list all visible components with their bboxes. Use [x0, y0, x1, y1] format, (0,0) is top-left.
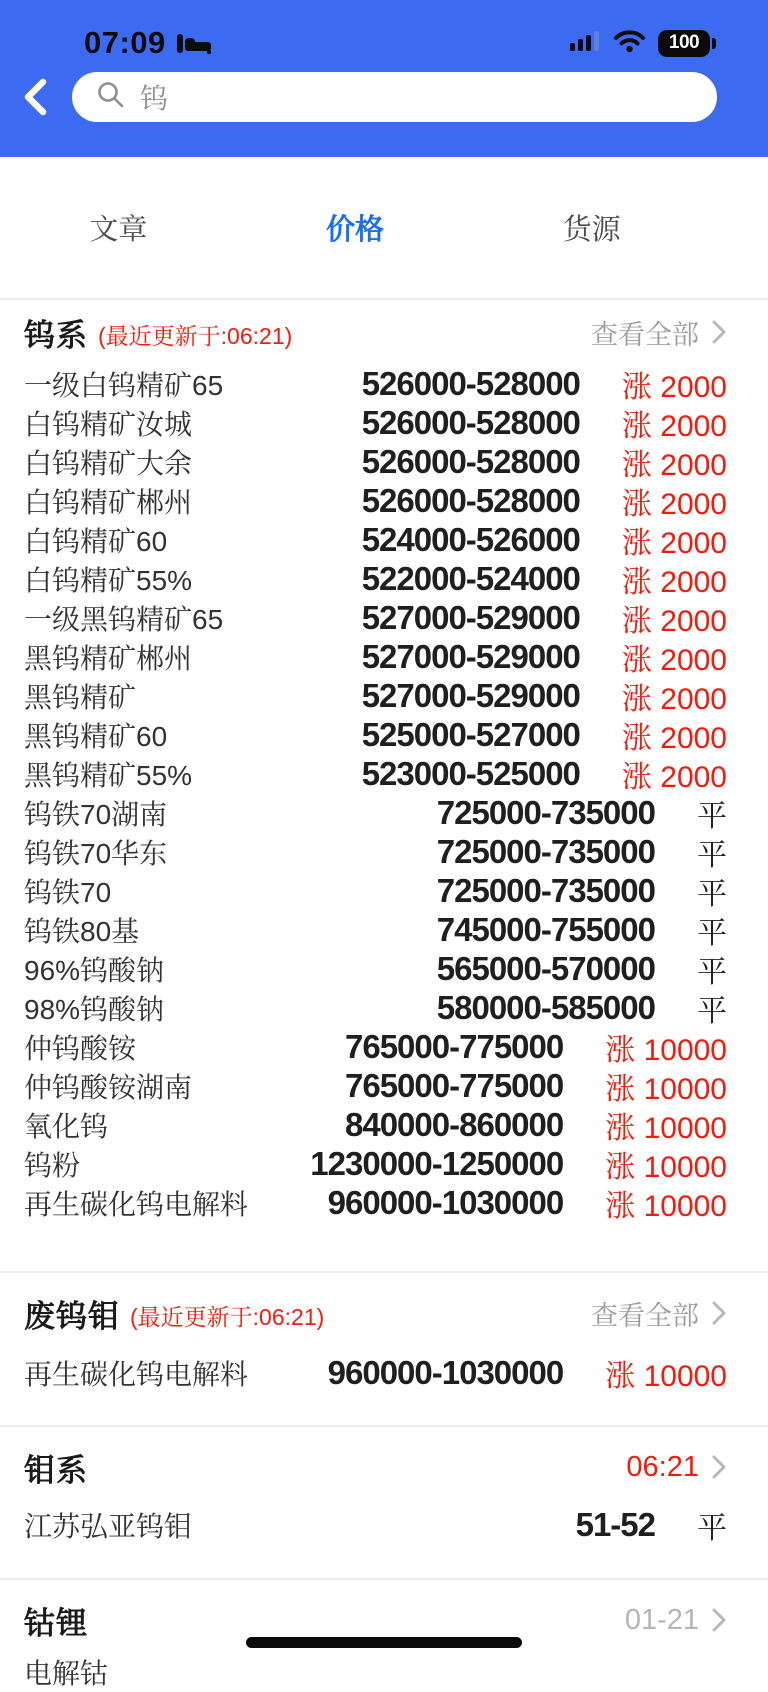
price-change: 平	[697, 1511, 727, 1545]
product-name: 钨铁80基	[24, 915, 140, 947]
battery-icon	[658, 30, 710, 57]
price-change: 涨 10000	[605, 1150, 727, 1184]
product-name: 钨粉	[24, 1149, 81, 1181]
product-name: 钨铁70华东	[24, 837, 168, 869]
price-row[interactable]	[24, 1105, 727, 1144]
price-row[interactable]	[24, 559, 727, 598]
price-row[interactable]	[24, 676, 727, 715]
price-list	[24, 1652, 727, 1691]
price-change: 涨 10000	[605, 1111, 727, 1145]
price-row[interactable]	[24, 520, 727, 559]
price-range: 765000-775000	[345, 1066, 564, 1104]
section-scrap-tungsten-moly	[0, 1273, 768, 1425]
price-change: 平	[697, 877, 727, 911]
price-range: 526000-528000	[361, 442, 580, 480]
product-name: 白钨精矿郴州	[24, 486, 193, 518]
search-input[interactable]	[72, 72, 717, 122]
price-change: 涨 2000	[621, 643, 727, 677]
price-change: 涨 2000	[621, 565, 727, 599]
price-row[interactable]	[24, 1144, 727, 1183]
chevron-left-icon	[21, 75, 51, 119]
chevron-right-icon	[711, 1607, 727, 1633]
price-row[interactable]	[24, 442, 727, 481]
clock: 07:09	[84, 25, 166, 60]
price-range: 960000-1030000	[327, 1353, 564, 1391]
price-row[interactable]	[24, 1066, 727, 1105]
price-range: 524000-526000	[361, 520, 580, 558]
price-range: 725000-735000	[436, 871, 655, 909]
price-range: 960000-1030000	[327, 1183, 564, 1221]
price-row[interactable]	[24, 871, 727, 910]
price-change: 平	[697, 838, 727, 872]
product-name: 黑钨精矿60	[24, 720, 168, 752]
price-row[interactable]	[24, 910, 727, 949]
product-name: 98%钨酸钠	[24, 993, 165, 1025]
price-row[interactable]	[24, 637, 727, 676]
price-row[interactable]	[24, 1183, 727, 1222]
price-row[interactable]	[24, 403, 727, 442]
price-range: 523000-525000	[361, 754, 580, 792]
product-name: 电解钴	[24, 1657, 109, 1689]
price-change: 涨 10000	[605, 1072, 727, 1106]
section-header	[24, 300, 727, 364]
section-title: 钼系	[24, 1452, 88, 1488]
price-list	[24, 364, 727, 1222]
home-indicator[interactable]	[246, 1637, 522, 1648]
price-range: 527000-529000	[361, 637, 580, 675]
price-change: 涨 2000	[621, 682, 727, 716]
chevron-right-icon	[711, 1454, 727, 1480]
price-range: 725000-735000	[436, 793, 655, 831]
price-range: 765000-775000	[345, 1027, 564, 1065]
price-change: 涨 2000	[621, 370, 727, 404]
price-change: 涨 2000	[621, 760, 727, 794]
tab-supply[interactable]: 货源	[562, 214, 621, 246]
price-range: 527000-529000	[361, 598, 580, 636]
price-range: 745000-755000	[436, 910, 655, 948]
back-button[interactable]	[0, 75, 72, 119]
price-range: 525000-527000	[361, 715, 580, 753]
price-change: 涨 2000	[621, 604, 727, 638]
update-date: 01-21	[624, 1603, 699, 1636]
price-range: 526000-528000	[361, 364, 580, 402]
section-title: 钴锂	[24, 1605, 88, 1641]
price-change: 平	[697, 955, 727, 989]
section-tungsten	[0, 300, 768, 1271]
section-header	[24, 1439, 727, 1495]
price-list	[24, 1353, 727, 1392]
price-change: 涨 10000	[605, 1359, 727, 1393]
update-note: (最近更新于:06:21)	[98, 322, 293, 349]
price-range: 1230000-1250000	[310, 1144, 564, 1182]
update-note: (最近更新于:06:21)	[130, 1303, 325, 1330]
search-query-text: 钨	[140, 83, 169, 114]
product-name: 仲钨酸铵湖南	[24, 1071, 193, 1103]
product-name: 江苏弘亚钨钼	[24, 1510, 193, 1542]
cellular-signal-icon	[570, 30, 601, 56]
price-row[interactable]	[24, 598, 727, 637]
update-time: 06:21	[626, 1450, 699, 1483]
product-name: 仲钨酸铵	[24, 1032, 137, 1064]
price-row[interactable]	[24, 1353, 727, 1392]
price-row[interactable]	[24, 832, 727, 871]
chevron-right-icon	[711, 1300, 727, 1326]
price-row[interactable]	[24, 715, 727, 754]
price-change: 涨 2000	[621, 409, 727, 443]
product-name: 黑钨精矿	[24, 681, 137, 713]
section-title: 钨系	[24, 317, 88, 353]
wifi-icon	[613, 29, 646, 58]
price-range: 51-52	[575, 1505, 655, 1543]
price-change: 平	[697, 994, 727, 1028]
price-range: 527000-529000	[361, 676, 580, 714]
price-change: 平	[697, 916, 727, 950]
price-change: 涨 2000	[621, 487, 727, 521]
product-name: 钨铁70	[24, 876, 112, 908]
search-icon	[96, 80, 126, 115]
product-name: 白钨精矿55%	[24, 564, 193, 596]
product-name: 96%钨酸钠	[24, 954, 165, 986]
price-row[interactable]	[24, 1652, 727, 1691]
tab-bar	[0, 157, 768, 298]
price-change: 涨 2000	[621, 526, 727, 560]
product-name: 黑钨精矿郴州	[24, 642, 193, 674]
product-name: 再生碳化钨电解料	[24, 1188, 249, 1220]
tab-prices[interactable]: 价格	[326, 214, 385, 246]
product-name: 一级黑钨精矿65	[24, 603, 224, 635]
section-title: 废钨钼	[24, 1298, 120, 1334]
product-name: 黑钨精矿55%	[24, 759, 193, 791]
section-time-link[interactable]	[626, 1451, 727, 1484]
price-change: 涨 10000	[605, 1033, 727, 1067]
view-all-link[interactable]: 查看全部	[591, 313, 727, 352]
status-bar	[0, 0, 768, 62]
product-name: 再生碳化钨电解料	[24, 1358, 249, 1390]
price-row[interactable]	[24, 754, 727, 793]
price-row[interactable]	[24, 949, 727, 988]
price-range: 526000-528000	[361, 481, 580, 519]
price-change: 平	[697, 799, 727, 833]
battery-percent: 100	[668, 32, 700, 53]
section-cobalt-lithium	[0, 1580, 768, 1691]
section-time-link[interactable]	[625, 1604, 727, 1637]
app-header	[0, 0, 768, 157]
price-change: 涨 10000	[605, 1189, 727, 1223]
section-header	[24, 1285, 727, 1341]
product-name: 钨铁70湖南	[24, 798, 168, 830]
sleep-mode-icon	[176, 30, 212, 56]
price-range: 840000-860000	[345, 1105, 564, 1143]
section-molybdenum	[0, 1427, 768, 1578]
tab-articles[interactable]: 文章	[89, 214, 148, 246]
price-change: 涨 2000	[621, 721, 727, 755]
product-name: 一级白钨精矿65	[24, 369, 224, 401]
price-row[interactable]	[24, 364, 727, 403]
price-row[interactable]	[24, 481, 727, 520]
product-name: 氧化钨	[24, 1110, 109, 1142]
price-range: 522000-524000	[361, 559, 580, 597]
price-range: 580000-585000	[436, 988, 655, 1026]
price-range: 565000-570000	[436, 949, 655, 987]
nav-row	[0, 72, 768, 122]
price-row[interactable]	[24, 1027, 727, 1066]
view-all-link[interactable]: 查看全部	[591, 1294, 727, 1333]
price-row[interactable]	[24, 1505, 727, 1544]
product-name: 白钨精矿60	[24, 525, 168, 557]
price-change: 涨 2000	[621, 448, 727, 482]
price-row[interactable]	[24, 988, 727, 1027]
price-list	[24, 1505, 727, 1544]
price-range: 526000-528000	[361, 403, 580, 441]
price-row[interactable]	[24, 793, 727, 832]
chevron-right-icon	[711, 319, 727, 345]
product-name: 白钨精矿大余	[24, 447, 193, 479]
product-name: 白钨精矿汝城	[24, 408, 193, 440]
price-range: 725000-735000	[436, 832, 655, 870]
